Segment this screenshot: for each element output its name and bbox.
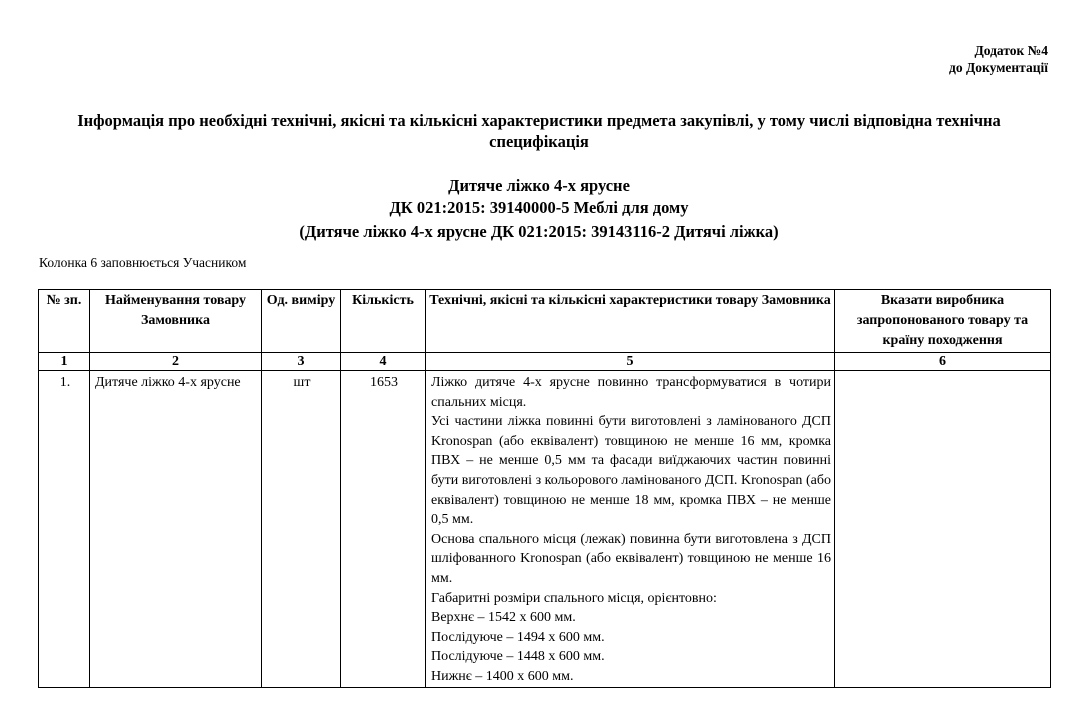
table-row <box>39 371 1051 688</box>
description-paragraph: Ліжко дитяче 4-х ярусне повинно трансформуватися в чотири спальних місця. <box>431 375 831 410</box>
header-unit: Од. виміру <box>262 290 341 353</box>
document-title: Інформація про необхідні технічні, якісні та кількісні характеристики предмета закупівлі, у тому числі відповідна технічна специфікація <box>77 111 1001 151</box>
row-description <box>426 371 835 688</box>
table-header-row <box>39 290 1051 353</box>
description-paragraph: Верхнє – 1542 х 600 мм. <box>431 610 576 626</box>
product-subtitle <box>40 175 1038 243</box>
appendix-line-1: Додаток №4 <box>974 43 1048 58</box>
row-unit: шт <box>262 371 341 688</box>
description-paragraph: Габаритні розміри спального місця, орієнтовно: <box>431 590 717 606</box>
description-paragraph: Усі частини ліжка повинні бути виготовлені з ламінованого ДСП Kronospan (або еквівалент) товщиною не менше 16 мм, кромка ПВХ – не менше 0,5 мм та фасади виїджаючих частин повинні бути виготовлені з кольорового ламінованого ДСП. Kronospan (або еквівалент) товщиною не менше 18 мм, кромка ПВХ – не менше 0,5 мм. <box>431 414 831 528</box>
description-paragraph: Основа спального місця (лежак) повинна бути виготовлена з ДСП шліфованного Kronospan (або еквівалент) товщиною не менше 16 мм. <box>431 531 831 586</box>
participant-note: Колонка 6 заповнюється Учасником <box>39 255 247 270</box>
column-number: 6 <box>835 353 1051 371</box>
column-numbers-row <box>39 353 1051 371</box>
appendix-label <box>949 42 1048 76</box>
description-paragraph: Послідуюче – 1448 х 600 мм. <box>431 649 605 665</box>
subtitle-line-3: (Дитяче ліжко 4-х ярусне ДК 021:2015: 39143116-2 Дитячі ліжка) <box>299 222 779 241</box>
column-number: 2 <box>90 353 262 371</box>
row-product-name: Дитяче ліжко 4-х ярусне <box>90 371 262 688</box>
column-number: 4 <box>341 353 426 371</box>
specification-table <box>38 289 1051 688</box>
description-paragraph: Нижнє – 1400 х 600 мм. <box>431 668 574 684</box>
row-number: 1. <box>39 371 90 688</box>
column-number: 1 <box>39 353 90 371</box>
header-quantity: Кількість <box>341 290 426 353</box>
subtitle-line-2: ДК 021:2015: 39140000-5 Меблі для дому <box>389 198 689 217</box>
description-paragraph: Послідуюче – 1494 х 600 мм. <box>431 629 605 645</box>
row-manufacturer-cell[interactable] <box>835 371 1051 688</box>
subtitle-line-1: Дитяче ліжко 4-х ярусне <box>448 176 630 195</box>
column-number: 3 <box>262 353 341 371</box>
column-number: 5 <box>426 353 835 371</box>
row-quantity: 1653 <box>341 371 426 688</box>
header-number: № зп. <box>39 290 90 353</box>
header-name: Найменування товару Замовника <box>90 290 262 353</box>
header-manufacturer: Вказати виробника запропонованого товару та країну походження <box>835 290 1051 353</box>
appendix-line-2: до Документації <box>949 60 1048 75</box>
header-characteristics: Технічні, якісні та кількісні характеристики товару Замовника <box>426 290 835 353</box>
